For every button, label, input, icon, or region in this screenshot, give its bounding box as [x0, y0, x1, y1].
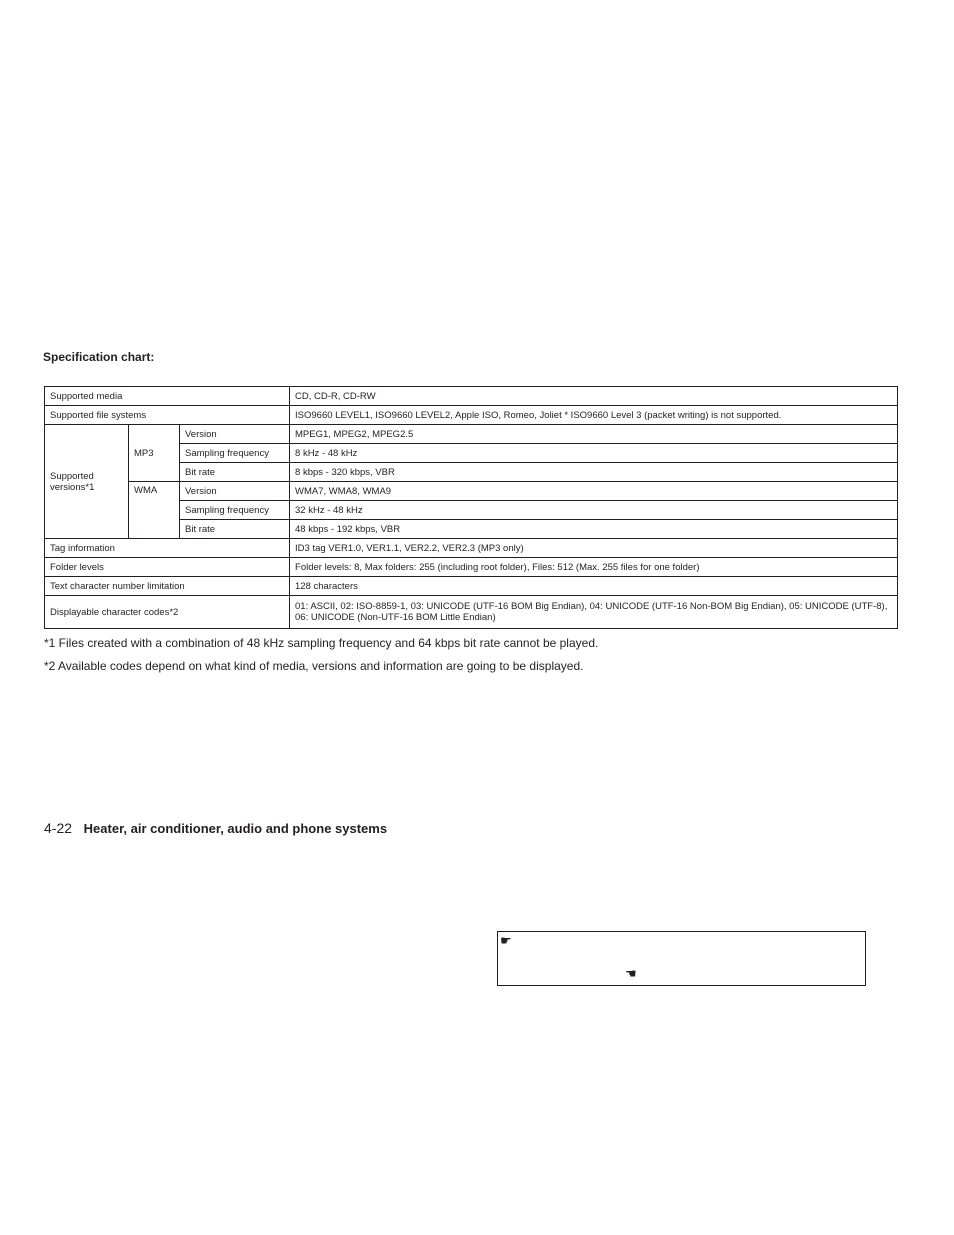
supported-versions-label	[45, 425, 129, 539]
label-line: versions*1	[50, 481, 95, 493]
footnote-2: *2 Available codes depend on what kind of media, versions and information are going to be displayed.	[44, 659, 584, 673]
table-row	[45, 558, 898, 577]
section-title: Heater, air conditioner, audio and phone systems	[83, 821, 388, 836]
wma-label: WMA	[129, 482, 180, 539]
table-row	[45, 387, 898, 406]
page-number: 4-22	[44, 820, 73, 836]
row-sublabel: Bit rate	[180, 520, 290, 539]
table-row	[45, 406, 898, 425]
row-label: Displayable character codes*2	[45, 596, 290, 629]
row-sublabel: Version	[180, 425, 290, 444]
table-row	[45, 539, 898, 558]
row-value: 01: ASCII, 02: ISO-8859-1, 03: UNICODE (UTF-16 BOM Big Endian), 04: UNICODE (UTF-16 Non-BOM Big Endian), 05: UNICODE (UTF-8), 06: UNICODE (Non-UTF-16 BOM Little Endian)	[290, 596, 898, 629]
row-label: Tag information	[45, 539, 290, 558]
pointing-hand-left-icon: ☚	[625, 966, 637, 981]
row-label: Folder levels	[45, 558, 290, 577]
row-value: 32 kHz - 48 kHz	[290, 501, 898, 520]
row-value: 48 kbps - 192 kbps, VBR	[290, 520, 898, 539]
row-value: MPEG1, MPEG2, MPEG2.5	[290, 425, 898, 444]
row-sublabel: Bit rate	[180, 463, 290, 482]
reference-box	[497, 931, 866, 986]
row-label: Text character number limitation	[45, 577, 290, 596]
row-value: 128 characters	[290, 577, 898, 596]
row-sublabel: Sampling frequency	[180, 501, 290, 520]
row-label: Supported file systems	[45, 406, 290, 425]
footnote-1: *1 Files created with a combination of 48 kHz sampling frequency and 64 kbps bit rate cannot be played.	[44, 636, 599, 650]
row-value: Folder levels: 8, Max folders: 255 (including root folder), Files: 512 (Max. 255 files for one folder)	[290, 558, 898, 577]
table-row	[45, 482, 898, 501]
table-row	[45, 577, 898, 596]
label-line: Supported	[50, 470, 94, 482]
row-value: ID3 tag VER1.0, VER1.1, VER2.2, VER2.3 (MP3 only)	[290, 539, 898, 558]
row-sublabel: Version	[180, 482, 290, 501]
specification-table	[44, 386, 898, 629]
page-footer	[44, 820, 387, 836]
row-value: 8 kHz - 48 kHz	[290, 444, 898, 463]
spec-chart-heading: Specification chart:	[43, 350, 155, 364]
table-row	[45, 596, 898, 629]
row-value: WMA7, WMA8, WMA9	[290, 482, 898, 501]
table-row	[45, 425, 898, 444]
row-sublabel: Sampling frequency	[180, 444, 290, 463]
row-value: CD, CD-R, CD-RW	[290, 387, 898, 406]
row-label: Supported media	[45, 387, 290, 406]
pointing-hand-right-icon: ☛	[500, 933, 512, 948]
row-value: 8 kbps - 320 kbps, VBR	[290, 463, 898, 482]
row-value: ISO9660 LEVEL1, ISO9660 LEVEL2, Apple ISO, Romeo, Joliet * ISO9660 Level 3 (packet writing) is not supported.	[290, 406, 898, 425]
mp3-label: MP3	[129, 425, 180, 482]
